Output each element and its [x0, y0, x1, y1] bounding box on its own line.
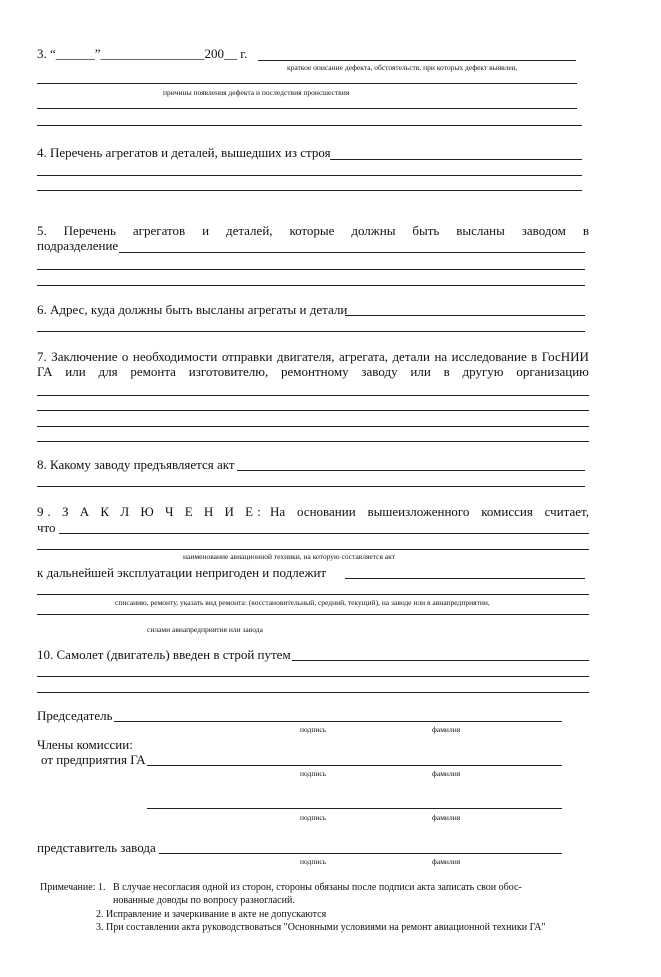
- fill-line: [119, 252, 585, 253]
- section-7-line2: ГА или для ремонта изготовителю, ремонтному заводу или в другую организацию: [37, 364, 589, 379]
- section-10-label: 10. Самолет (двигатель) введен в строй путем: [37, 647, 291, 662]
- fill-line: [37, 125, 582, 126]
- section-6-label: 6. Адрес, куда должны быть высланы агрегаты и детали: [37, 302, 348, 317]
- fill-line: [37, 676, 589, 677]
- fill-line: [345, 578, 585, 579]
- chairman-label: Председатель: [37, 708, 113, 723]
- fill-line: [237, 470, 585, 471]
- fill-line: [37, 395, 589, 396]
- surname-caption: фамилия: [432, 769, 461, 778]
- surname-caption: фамилия: [432, 813, 461, 822]
- signature-line: [159, 853, 562, 854]
- note-item-2: 2. Исправление и зачеркивание в акте не допускаются: [96, 909, 327, 920]
- fill-line: [37, 426, 589, 427]
- fill-line: [37, 285, 585, 286]
- signature-caption: подпись: [300, 725, 327, 734]
- factory-rep-label: представитель завода: [37, 840, 156, 855]
- section-9-line1: На основании вышеизложенного комиссия считает,: [270, 504, 589, 519]
- fill-line: [37, 269, 585, 270]
- fill-line: [37, 614, 589, 615]
- section-5-subdivision-label: подразделение: [37, 238, 119, 253]
- fill-line: [37, 331, 585, 332]
- commission-members-label: Члены комиссии:: [37, 737, 133, 752]
- caption-forces: силами авиапредприятия или завода: [147, 625, 263, 634]
- surname-caption: фамилия: [432, 857, 461, 866]
- fill-line: [37, 108, 577, 109]
- fill-line: [258, 60, 576, 61]
- fill-line: [37, 594, 589, 595]
- surname-caption: фамилия: [432, 725, 461, 734]
- section-4-label: 4. Перечень агрегатов и деталей, вышедших из строя: [37, 145, 331, 160]
- signature-caption: подпись: [300, 857, 327, 866]
- note-item-1a: В случае несогласия одной из сторон, стороны обязаны после подписи акта записать свои обос-: [113, 882, 522, 893]
- section-9-unfit-line: к дальнейшей эксплуатации непригоден и подлежит: [37, 565, 327, 580]
- signature-caption: подпись: [300, 769, 327, 778]
- section-5-line1: 5. Перечень агрегатов и деталей, которые должны быть высланы заводом в: [37, 223, 589, 238]
- fill-line: [330, 159, 582, 160]
- fill-line: [37, 486, 585, 487]
- fill-line: [37, 441, 589, 442]
- fill-line: [37, 549, 589, 550]
- caption-defect-description: краткое описание дефекта, обстоятельств, при которых дефект выявлен,: [287, 63, 518, 72]
- section-8-label: 8. Какому заводу предъявляется акт: [37, 457, 235, 472]
- caption-defect-causes: причины появления дефекта и последствия происшествия: [163, 88, 350, 97]
- note-item-3: 3. При составлении акта руководствоваться "Основными условиями на ремонт авиационной техники ГА": [96, 922, 546, 933]
- section-3-date-line: 3. “______”________________200__ г.: [37, 46, 248, 61]
- section-7-line1: 7. Заключение о необходимости отправки двигателя, агрегата, детали на исследование в ГосНИИ: [37, 349, 589, 364]
- note-item-1b: нованные доводы по вопросу разногласий.: [113, 895, 295, 906]
- fill-line: [292, 660, 589, 661]
- section-9-heading: 9. З А К Л Ю Ч Е Н И Е:: [37, 504, 265, 519]
- signature-line: [114, 721, 562, 722]
- signature-caption: подпись: [300, 813, 327, 822]
- note-prefix: Примечание: 1.: [40, 882, 106, 893]
- fill-line: [59, 533, 589, 534]
- caption-repair-type: списанию, ремонту, указать вид ремонта: (восстановительный, средний, текущий), на заводе или в авиапредприятии,: [115, 598, 490, 607]
- fill-line: [37, 410, 589, 411]
- fill-line: [37, 175, 582, 176]
- section-9-that: что: [37, 520, 56, 535]
- fill-line: [345, 315, 585, 316]
- fill-line: [37, 190, 582, 191]
- fill-line: [37, 83, 577, 84]
- caption-aircraft-name: наименование авиационной техники, на которую составляется акт: [183, 552, 395, 561]
- fill-line: [37, 692, 589, 693]
- signature-line: [147, 765, 562, 766]
- from-enterprise-label: от предприятия ГА: [41, 752, 146, 767]
- signature-line: [147, 808, 562, 809]
